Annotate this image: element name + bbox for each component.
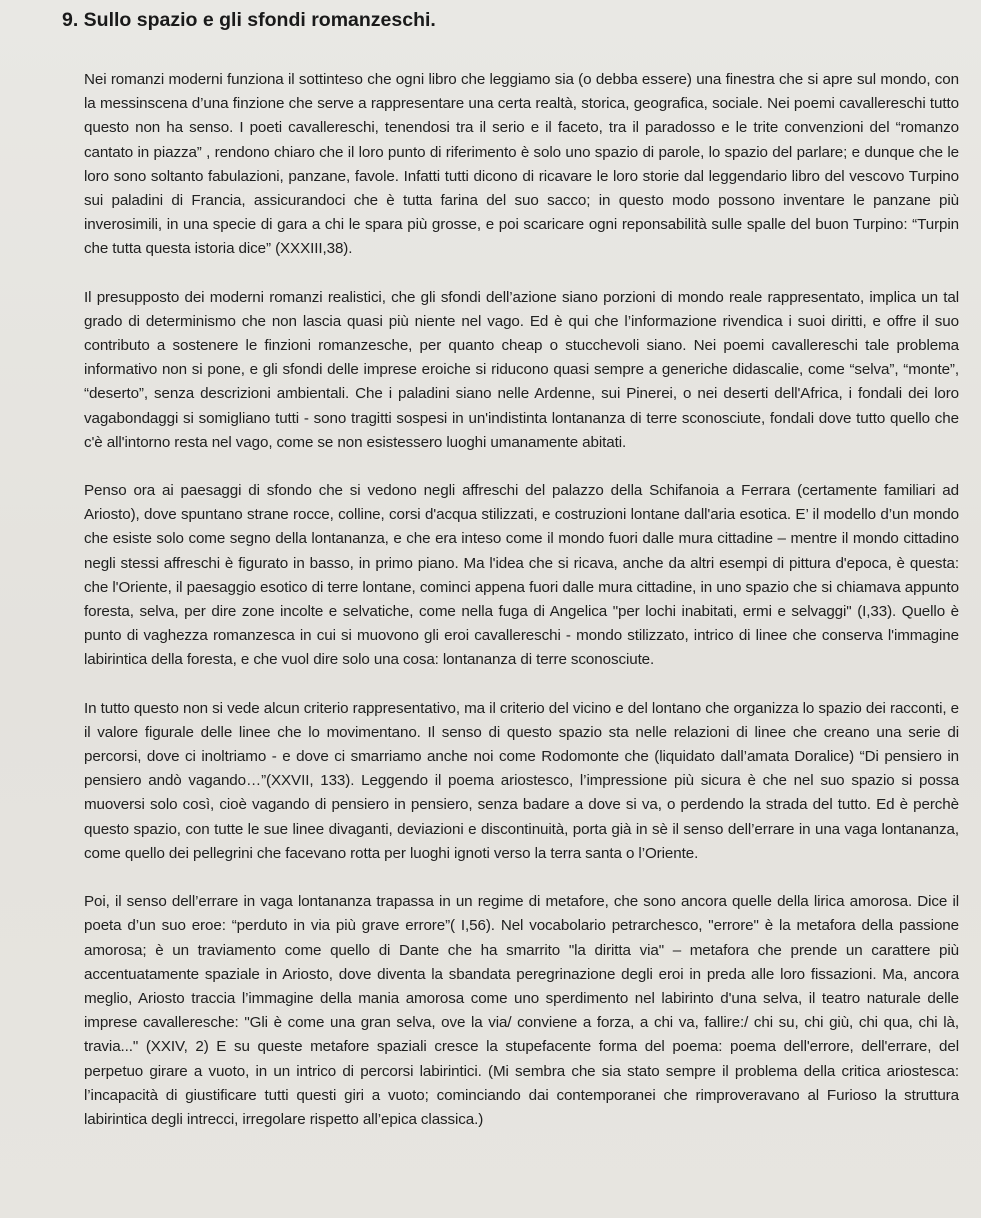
paragraph-1: Nei romanzi moderni funziona il sottinteso che ogni libro che leggiamo sia (o debba essere) una finestra che si apre sul mondo, con la messinscena d’una finzione che serve a rappresentare una certa realtà, storica, geografica, sociale. Nei poemi cavallereschi tutto questo non ha senso. I poeti cavallereschi, tenendosi tra il serio e il faceto, tra il paradosso e le trite convenzioni del “romanzo cantato in piazza” , rendono chiaro che il loro punto di riferimento è solo uno spazio di parole, lo spazio del parlare; e dunque che le loro sono soltanto fabulazioni, panzane, favole. Infatti tutti dicono di ricavare le loro storie dal leggendario libro del vescovo Turpino sui paladini di Francia, assicurandoci che è tutta farina del suo sacco; in questo modo possono inventare le panzane più inverosimili, in una specie di gara a chi le spara più grosse, e poi scaricare ogni reponsabilità sulle spalle del buon Turpino: “Turpin che tutta questa istoria dice” (XXXIII,38). xyxy=(84,71,959,258)
paragraph-2: Il presupposto dei moderni romanzi realistici, che gli sfondi dell’azione siano porzioni di mondo reale rappresentato, implica un tal grado di determinismo che non lascia quasi più niente nel vago. Ed è qui che l’informazione rivendica i suoi diritti, e offre il suo contributo a sostenere le finzioni romanzesche, per quanto cheap o stucchevoli siano. Nei poemi cavallereschi tale problema informativo non si pone, e gli sfondi delle imprese eroiche si riducono quasi sempre a generiche didascalie, come “selva”, “monte”, “deserto”, senza descrizioni ambientali. Che i paladini siano nelle Ardenne, sui Pinerei, o nei deserti dell'Africa, i fondali dei loro vagabondaggi si somigliano tutti - sono tragitti sospesi in un'indistinta lontananza di terre sconosciute, fondali dove tutto quello che c'è all'intorno resta nel vago, come se non esistessero luoghi umanamente abitati. xyxy=(84,288,959,451)
paragraph-5: Poi, il senso dell’errare in vaga lontananza trapassa in un regime di metafore, che sono ancora quelle della lirica amorosa. Dice il poeta d’un suo eroe: “perduto in via più grave errore”( I,56). Nel vocabolario petrarchesco, "errore" è la metafora della passione amorosa; è un traviamento come quello di Dante che ha smarrito "la diritta via" – metafora che prende un carattere più accentuatamente spaziale in Ariosto, dove diventa la sbandata peregrinazione degli eroi in preda alle loro fissazioni. Ma, ancora meglio, Ariosto traccia l’immagine della mania amorosa come uno sperdimento nel labirinto d'una selva, il teatro naturale delle imprese cavalleresche: "Gli è come una gran selva, ove la via/ conviene a forza, a chi va, fallire:/ chi su, chi giù, chi qua, chi là, travia..." (XXIV, 2) E su queste metafore spaziali cresce la stupefacente forma del poema: poema dell'errore, dell'errare, del perpetuo girare a vuoto, in un intrico di percorsi labirintici. (Mi sembra che sia stato sempre il problema della critica ariostesca: l’incapacità di giustificare tutti questi giri a vuoto; cominciando dai contemporanei che rimproveravano al Furioso la struttura labirintica degli intrecci, irregolare rispetto all’epica classica.) xyxy=(84,893,959,1128)
page-title: 9. Sullo spazio e gli sfondi romanzeschi. xyxy=(62,9,436,31)
paragraph-3: Penso ora ai paesaggi di sfondo che si vedono negli affreschi del palazzo della Schifanoia a Ferrara (certamente familiari ad Ariosto), dove spuntano strane rocce, colline, corsi d'acqua stilizzati, e costruzioni lontane dall'aria esotica. E’ il modello d’un mondo che esiste solo come segno della lontananza, e che era inteso come il mondo fuori dalle mura cittadine – mentre il mondo cittadino negli stessi affreschi è figurato in basso, in primo piano. Ma l'idea che si ricava, anche da altri esempi di pittura d'epoca, è questa: che l'Oriente, il paesaggio esotico di terre lontane, cominci appena fuori dalle mura cittadine, in uno spazio che si chiamava appunto foresta, selva, per dire zone incolte e selvatiche, come nella fuga di Angelica "per lochi inabitati, ermi e selvaggi" (I,33). Quello è punto di vaghezza romanzesca in cui si muovono gli eroi cavallereschi - mondo stilizzato, intrico di linee che conserva l'immagine labirintica della foresta, e che vuol dire solo una cosa: lontananza di terre sconosciute. xyxy=(84,482,959,669)
paragraph-4: In tutto questo non si vede alcun criterio rappresentativo, ma il criterio del vicino e del lontano che organizza lo spazio dei racconti, e il valore figurale delle linee che lo movimentano. Il senso di questo spazio sta nelle relazioni di linee che creano una serie di percorsi, dove ci inoltriamo - e dove ci smarriamo anche noi come Rodomonte che (liquidato dall’amata Doralice) “Di pensiero in pensiero andò vagando…”(XXVII, 133). Leggendo il poema ariostesco, l’impressione più sicura è che nel suo spazio si possa muoversi solo così, cioè vagando di pensiero in pensiero, senza badare a dove si va, o perdendo la strada del tutto. Ed è perchè questo spazio, con tutte le sue linee divaganti, deviazioni e discontinuità, porta già in sè il senso dell’errare in una vaga lontananza, come quello dei pellegrini che facevano rotta per luoghi ignoti verso la terra santa o l’Oriente. xyxy=(84,699,959,862)
